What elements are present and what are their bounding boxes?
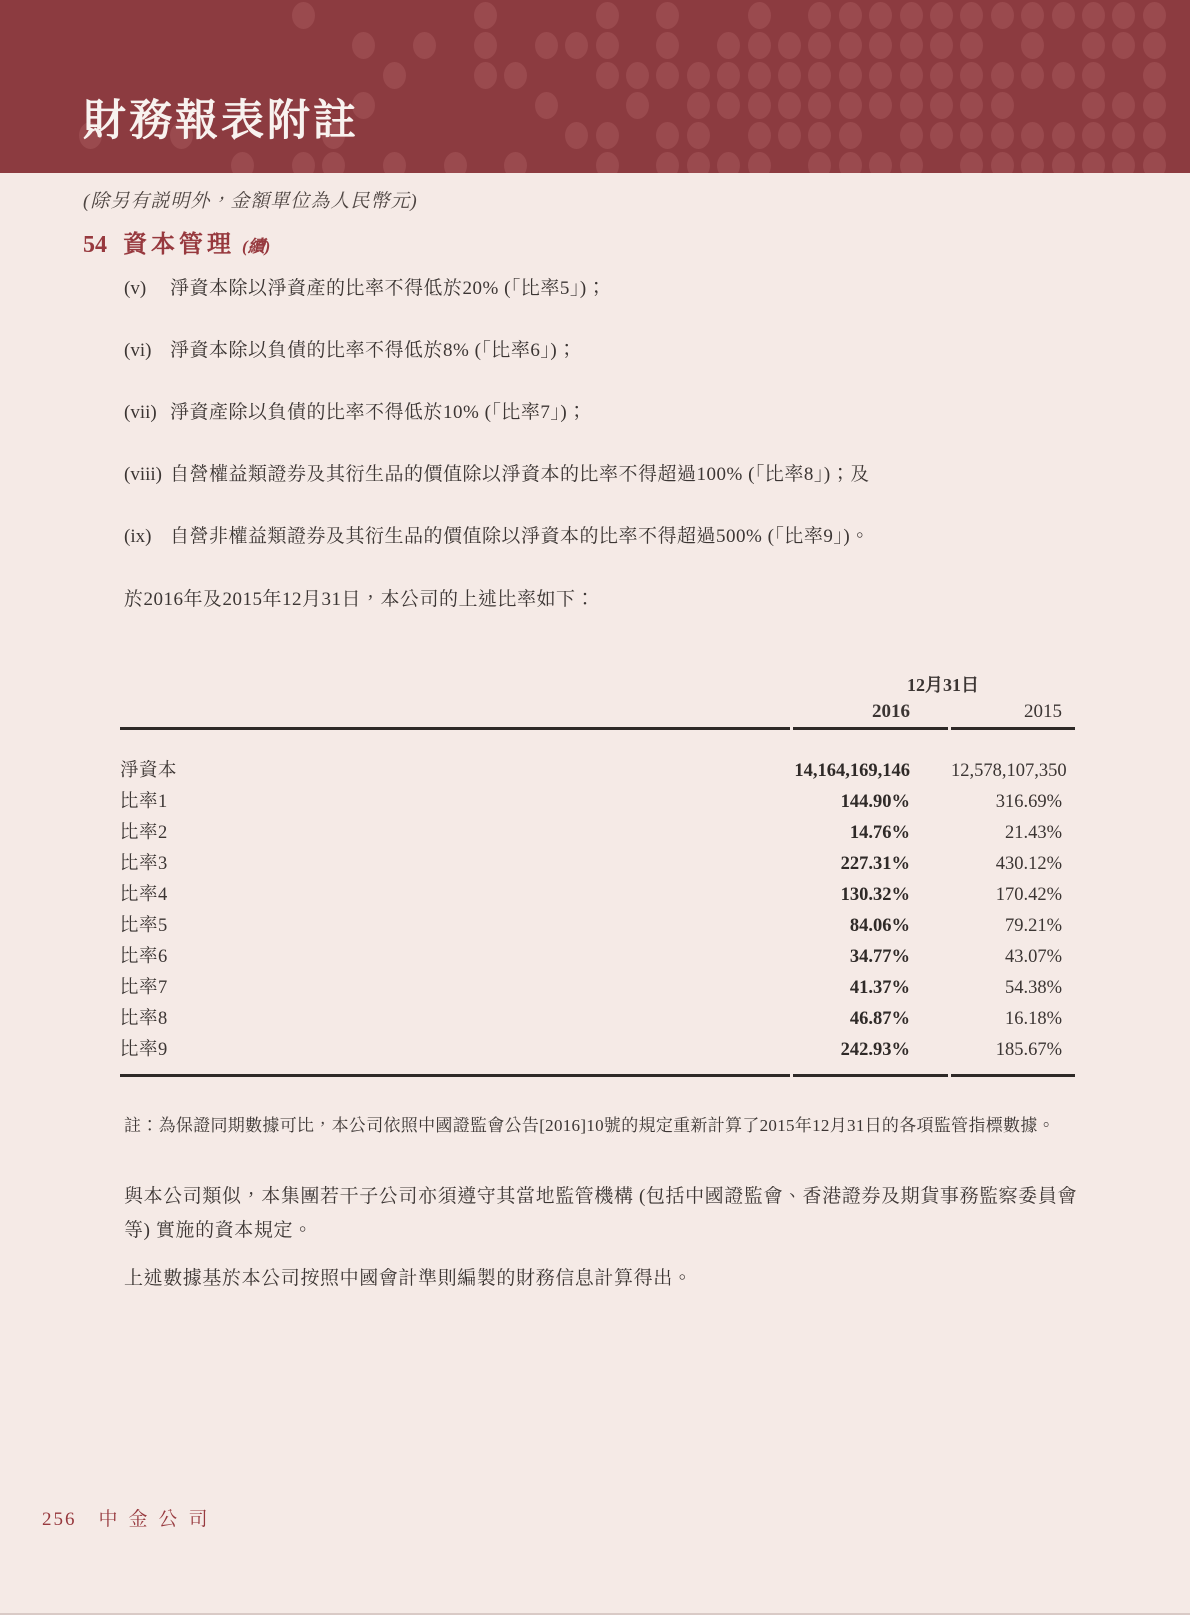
decorative-dot <box>960 152 983 173</box>
decorative-dot <box>748 62 771 89</box>
decorative-dot <box>839 152 862 173</box>
decorative-dot <box>869 2 892 29</box>
decorative-dot <box>930 2 953 29</box>
table-row <box>120 973 1075 1004</box>
table-row <box>120 880 1075 911</box>
decorative-dot <box>808 92 831 119</box>
decorative-dot <box>1112 2 1135 29</box>
decorative-dot <box>1021 122 1044 149</box>
date-header: 12月31日 <box>907 675 979 695</box>
decorative-dot <box>1021 32 1044 59</box>
page-title: 財務報表附註 <box>83 98 359 145</box>
decorative-dot <box>1052 122 1075 149</box>
decorative-dot <box>960 92 983 119</box>
restatement-footnote: 註：為保證同期數據可比，本公司依照中國證監會公告[2016]10號的規定重新計算了2015年12月31日的各項監管指標數據。 <box>124 1116 1055 1135</box>
row-label: 比率4 <box>120 885 168 905</box>
page-footer <box>42 1504 219 1531</box>
decorative-dot <box>717 152 740 173</box>
decorative-dot <box>778 92 801 119</box>
decorative-dot <box>960 62 983 89</box>
row-label: 比率6 <box>120 947 168 967</box>
decorative-dot <box>292 2 315 29</box>
list-item-marker: (v) <box>124 278 147 299</box>
subsidiaries-paragraph: 與本公司類似，本集團若干子公司亦須遵守其當地監管機構 (包括中國證監會、香港證券及期貨事務監察委員會等) 實施的資本規定。 <box>124 1186 1078 1241</box>
decorative-dot <box>869 152 892 173</box>
decorative-dot <box>656 2 679 29</box>
row-label: 比率8 <box>120 1009 168 1029</box>
decorative-dot <box>1082 62 1105 89</box>
decorative-dot <box>444 152 467 173</box>
decorative-dot <box>565 122 588 149</box>
decorative-dot <box>991 92 1014 119</box>
decorative-dot <box>900 2 923 29</box>
decorative-dot <box>1082 92 1105 119</box>
table-year-header-row <box>120 701 1075 730</box>
decorative-dot <box>535 32 558 59</box>
decorative-dot <box>656 32 679 59</box>
list-item-marker: (vii) <box>124 402 157 423</box>
list-item-text: 自營非權益類證券及其衍生品的價值除以淨資本的比率不得超過500% (「比率9」)。 <box>170 526 870 547</box>
decorative-dot <box>960 122 983 149</box>
decorative-dot <box>930 122 953 149</box>
decorative-dot <box>900 122 923 149</box>
decorative-dot <box>383 62 406 89</box>
list-item <box>83 462 1082 488</box>
decorative-dot <box>1082 2 1105 29</box>
ratio-table <box>120 671 1075 1066</box>
decorative-dot <box>991 152 1014 173</box>
decorative-dot <box>717 32 740 59</box>
decorative-dot <box>960 32 983 59</box>
decorative-dot <box>1143 152 1166 173</box>
value-2015: 21.43% <box>1004 823 1062 843</box>
section-continued-tag: (續) <box>242 237 271 256</box>
decorative-dot <box>687 152 710 173</box>
decorative-dot <box>839 32 862 59</box>
decorative-dot <box>1143 92 1166 119</box>
decorative-dot <box>930 92 953 119</box>
decorative-dot <box>900 152 923 173</box>
value-2015: 170.42% <box>995 885 1062 905</box>
decorative-dot <box>504 62 527 89</box>
list-item-marker: (viii) <box>124 464 162 485</box>
list-item-marker: (ix) <box>124 526 152 547</box>
decorative-dot <box>900 62 923 89</box>
value-2015: 185.67% <box>951 1035 1075 1077</box>
row-label: 比率5 <box>120 916 168 936</box>
value-2015: 54.38% <box>1004 978 1062 998</box>
table-date-header-row <box>120 671 1075 697</box>
row-label: 比率7 <box>120 978 168 998</box>
decorative-dot <box>596 2 619 29</box>
decorative-dot <box>504 152 527 173</box>
decorative-dot <box>656 62 679 89</box>
decorative-dot <box>808 152 831 173</box>
decorative-dot <box>930 62 953 89</box>
value-2016: 144.90% <box>840 792 910 812</box>
decorative-dot <box>808 122 831 149</box>
requirement-list <box>83 276 1082 550</box>
section-title: 資本管理 <box>123 232 235 258</box>
decorative-dot <box>1052 152 1075 173</box>
row-label: 比率1 <box>120 792 168 812</box>
decorative-dot <box>1021 152 1044 173</box>
decorative-dot <box>1021 62 1044 89</box>
table-row <box>120 849 1075 880</box>
decorative-dot <box>1143 2 1166 29</box>
decorative-dot <box>474 2 497 29</box>
decorative-dot <box>808 2 831 29</box>
empty-cell <box>120 671 790 697</box>
table-row <box>120 1004 1075 1035</box>
list-item <box>83 524 1082 550</box>
row-label: 比率2 <box>120 823 168 843</box>
decorative-dot <box>383 152 406 173</box>
decorative-dot <box>991 122 1014 149</box>
list-item-text: 自營權益類證券及其衍生品的價值除以淨資本的比率不得超過100% (「比率8」)；及 <box>170 464 870 485</box>
decorative-dot <box>839 122 862 149</box>
value-2016: 84.06% <box>849 916 910 936</box>
list-item-text: 淨資本除以負債的比率不得低於8% (「比率6」)； <box>170 340 577 361</box>
decorative-dot <box>991 2 1014 29</box>
decorative-dot <box>687 92 710 119</box>
value-2015: 430.12% <box>995 854 1062 874</box>
row-label: 比率3 <box>120 854 168 874</box>
table-row <box>120 787 1075 818</box>
decorative-dot <box>778 122 801 149</box>
decorative-dot <box>778 32 801 59</box>
decorative-dot <box>748 92 771 119</box>
value-2016: 14,164,169,146 <box>794 761 910 781</box>
list-item <box>83 276 1082 302</box>
decorative-dot <box>292 152 315 173</box>
value-2016: 227.31% <box>840 854 910 874</box>
value-2016: 130.32% <box>840 885 910 905</box>
decorative-dot <box>1082 152 1105 173</box>
basis-paragraph: 上述數據基於本公司按照中國會計準則編製的財務信息計算得出。 <box>124 1268 693 1289</box>
decorative-dot <box>1021 2 1044 29</box>
decorative-dot <box>808 32 831 59</box>
decorative-dot <box>596 32 619 59</box>
value-2015: 43.07% <box>1004 947 1062 967</box>
decorative-dot <box>930 32 953 59</box>
decorative-dot <box>231 152 254 173</box>
decorative-dot <box>900 92 923 119</box>
table-intro-paragraph: 於2016年及2015年12月31日，本公司的上述比率如下： <box>124 589 596 610</box>
table-row <box>120 818 1075 849</box>
decorative-dot <box>1052 2 1075 29</box>
section-heading <box>83 230 1082 262</box>
page-banner <box>0 0 1190 173</box>
decorative-dot <box>656 122 679 149</box>
decorative-dot <box>413 32 436 59</box>
decorative-dot <box>687 122 710 149</box>
decorative-dot <box>991 62 1014 89</box>
decorative-dot <box>687 62 710 89</box>
decorative-dot <box>839 62 862 89</box>
decorative-dot <box>717 62 740 89</box>
decorative-dot <box>900 32 923 59</box>
decorative-dot <box>748 2 771 29</box>
decorative-dot <box>1082 122 1105 149</box>
value-2016: 14.76% <box>849 823 910 843</box>
table-body <box>120 730 1075 1066</box>
page-number: 256 <box>42 1509 77 1530</box>
row-label: 比率9 <box>120 1035 790 1077</box>
decorative-dot <box>656 152 679 173</box>
list-item <box>83 400 1082 426</box>
value-2016: 46.87% <box>849 1009 910 1029</box>
decorative-dot <box>596 152 619 173</box>
decorative-dot <box>474 32 497 59</box>
decorative-dot <box>839 2 862 29</box>
main-content <box>0 186 1190 1291</box>
decorative-dot <box>626 62 649 89</box>
decorative-dot <box>717 92 740 119</box>
decorative-dot <box>808 62 831 89</box>
decorative-dot <box>839 92 862 119</box>
decorative-dot <box>626 92 649 119</box>
value-2015: 16.18% <box>1004 1009 1062 1029</box>
section-number: 54 <box>83 232 107 258</box>
list-item <box>83 338 1082 364</box>
decorative-dot <box>869 32 892 59</box>
decorative-dot <box>1112 152 1135 173</box>
value-2016: 242.93% <box>793 1035 948 1077</box>
decorative-dot <box>352 32 375 59</box>
value-2016: 34.77% <box>849 947 910 967</box>
currency-unit-note: (除另有説明外，金額單位為人民幣元) <box>83 191 418 212</box>
decorative-dot <box>1112 32 1135 59</box>
empty-cell <box>120 701 790 730</box>
list-item-text: 淨資產除以負債的比率不得低於10% (「比率7」)； <box>170 402 587 423</box>
decorative-dot <box>778 62 801 89</box>
list-item-text: 淨資本除以淨資產的比率不得低於20% (「比率5」)； <box>170 278 607 299</box>
decorative-dot <box>1082 32 1105 59</box>
decorative-dot <box>565 32 588 59</box>
decorative-dot <box>748 32 771 59</box>
value-2015: 316.69% <box>995 792 1062 812</box>
table-row <box>120 911 1075 942</box>
decorative-dot <box>1112 122 1135 149</box>
column-header-2016: 2016 <box>793 701 948 730</box>
decorative-dot <box>322 152 345 173</box>
decorative-dot <box>960 2 983 29</box>
value-2015: 12,578,107,350 <box>951 761 1067 781</box>
value-2015: 79.21% <box>1004 916 1062 936</box>
banner-dot-pattern <box>0 0 1190 173</box>
decorative-dot <box>596 62 619 89</box>
decorative-dot <box>1143 62 1166 89</box>
decorative-dot <box>869 92 892 119</box>
decorative-dot <box>1143 122 1166 149</box>
value-2016: 41.37% <box>849 978 910 998</box>
decorative-dot <box>474 62 497 89</box>
decorative-dot <box>869 62 892 89</box>
decorative-dot <box>596 122 619 149</box>
decorative-dot <box>1112 92 1135 119</box>
column-header-2015: 2015 <box>951 701 1075 730</box>
decorative-dot <box>1052 62 1075 89</box>
list-item-marker: (vi) <box>124 340 152 361</box>
row-label: 淨資本 <box>120 761 178 781</box>
decorative-dot <box>748 152 771 173</box>
table-row <box>120 942 1075 973</box>
decorative-dot <box>1143 32 1166 59</box>
table-row <box>120 1035 1075 1066</box>
company-name: 中金公司 <box>98 1509 219 1530</box>
decorative-dot <box>535 92 558 119</box>
decorative-dot <box>748 122 771 149</box>
table-row <box>120 756 1075 787</box>
